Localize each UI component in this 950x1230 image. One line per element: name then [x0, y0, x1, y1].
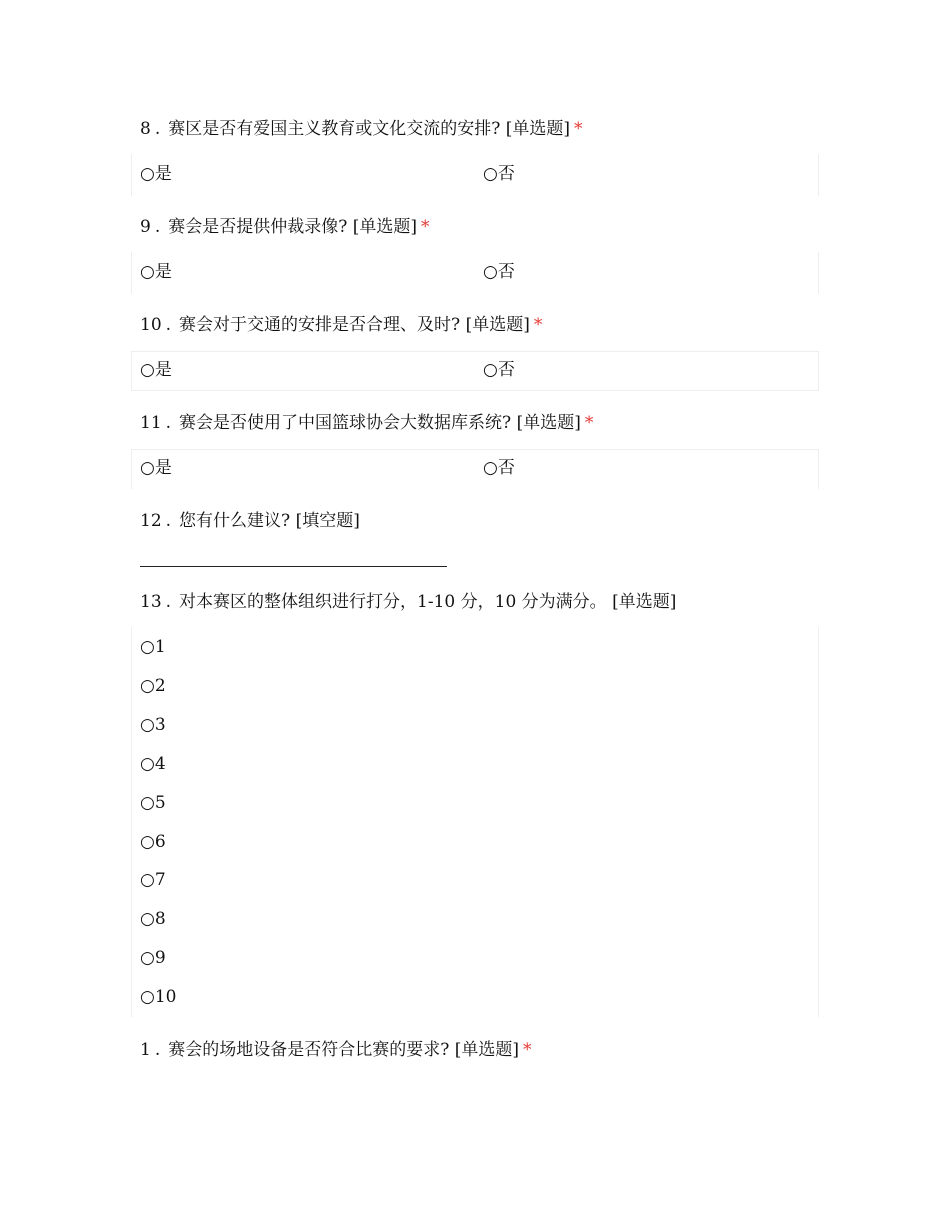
option-label: 8 — [154, 909, 166, 929]
question-text: 您有什么建议? [填空题] — [179, 511, 360, 531]
option-label: 2 — [154, 676, 166, 696]
question-8-option-no[interactable] — [483, 163, 515, 185]
question-13-title: 13 . 对本赛区的整体组织进行打分，1-10 分，10 分为满分。 [单选题] — [140, 592, 677, 612]
question-number: 12 — [140, 511, 162, 531]
option-label: 是 — [154, 458, 172, 478]
option-label: 否 — [497, 458, 515, 478]
question-text: 赛会的场地设备是否符合比赛的要求? [单选题] — [168, 1040, 520, 1060]
option-label: 否 — [497, 360, 515, 380]
question-text: 赛会对于交通的安排是否合理、及时? [单选题] — [179, 315, 530, 335]
option-label: 7 — [154, 870, 166, 890]
question-9-title: 9 . 赛会是否提供仲裁录像? [单选题] * — [140, 217, 430, 237]
question-11-option-no[interactable] — [483, 457, 515, 479]
radio-icon[interactable]: ○ — [140, 832, 155, 852]
radio-icon[interactable]: ○ — [140, 360, 155, 380]
radio-icon[interactable]: ○ — [140, 164, 155, 184]
radio-icon[interactable]: ○ — [140, 793, 155, 813]
option-label: 5 — [154, 793, 166, 813]
question-9-options — [131, 252, 819, 294]
option-label: 4 — [154, 754, 166, 774]
radio-icon[interactable]: ○ — [140, 715, 155, 735]
question-13-option-2[interactable] — [140, 675, 166, 697]
question-10-option-yes[interactable] — [140, 359, 172, 381]
question-8-options — [131, 154, 819, 196]
radio-icon[interactable]: ○ — [140, 676, 155, 696]
required-mark: * — [523, 1040, 532, 1060]
question-text: 赛会是否提供仲裁录像? [单选题] — [168, 217, 418, 237]
option-label: 是 — [154, 164, 172, 184]
option-label: 是 — [154, 262, 172, 282]
radio-icon[interactable]: ○ — [140, 754, 155, 774]
option-label: 10 — [154, 987, 177, 1007]
question-1-title: 1 . 赛会的场地设备是否符合比赛的要求? [单选题] * — [140, 1040, 532, 1060]
question-13-option-8[interactable] — [140, 908, 166, 930]
question-8-option-yes[interactable] — [140, 163, 172, 185]
option-label: 9 — [154, 948, 166, 968]
question-13-option-1[interactable] — [140, 636, 166, 658]
radio-icon[interactable]: ○ — [140, 909, 155, 929]
required-mark: * — [533, 315, 543, 335]
option-label: 3 — [154, 715, 166, 735]
option-label: 6 — [154, 832, 166, 852]
required-mark: * — [584, 413, 594, 433]
radio-icon[interactable]: ○ — [483, 360, 498, 380]
option-label: 1 — [154, 637, 166, 657]
radio-icon[interactable]: ○ — [140, 948, 155, 968]
question-text: 对本赛区的整体组织进行打分，1-10 分，10 分为满分。 [单选题] — [179, 592, 677, 612]
question-number: 8 — [140, 119, 151, 139]
radio-icon[interactable]: ○ — [140, 987, 155, 1007]
question-13-options — [131, 627, 819, 1017]
radio-icon[interactable]: ○ — [140, 870, 155, 890]
question-10-title: 10 . 赛会对于交通的安排是否合理、及时? [单选题] * — [140, 315, 543, 335]
question-13-option-7[interactable] — [140, 869, 166, 891]
question-10-option-no[interactable] — [483, 359, 515, 381]
radio-icon[interactable]: ○ — [140, 458, 155, 478]
answer-blank-line[interactable] — [140, 566, 447, 567]
required-mark: * — [574, 119, 583, 139]
radio-icon[interactable]: ○ — [483, 458, 498, 478]
radio-icon[interactable]: ○ — [483, 164, 498, 184]
radio-icon[interactable]: ○ — [140, 262, 155, 282]
question-10-options — [131, 351, 819, 391]
option-label: 是 — [154, 360, 172, 380]
question-number: 11 — [140, 413, 162, 433]
option-label: 否 — [497, 164, 515, 184]
question-text: 赛区是否有爱国主义教育或文化交流的安排? [单选题] — [168, 119, 571, 139]
question-13-option-3[interactable] — [140, 714, 166, 736]
question-9-option-no[interactable] — [483, 261, 515, 283]
question-text: 赛会是否使用了中国篮球协会大数据库系统? [单选题] — [179, 413, 581, 433]
question-number: 10 — [140, 315, 162, 335]
required-mark: * — [421, 217, 430, 237]
question-11-title: 11 . 赛会是否使用了中国篮球协会大数据库系统? [单选题] * — [140, 413, 594, 433]
question-13-option-5[interactable] — [140, 792, 166, 814]
question-8-title: 8 . 赛区是否有爱国主义教育或文化交流的安排? [单选题] * — [140, 119, 583, 139]
option-label: 否 — [497, 262, 515, 282]
question-13-option-9[interactable] — [140, 947, 166, 969]
question-11-option-yes[interactable] — [140, 457, 172, 479]
radio-icon[interactable]: ○ — [483, 262, 498, 282]
question-9-option-yes[interactable] — [140, 261, 172, 283]
question-13-option-10[interactable] — [140, 986, 176, 1008]
radio-icon[interactable]: ○ — [140, 637, 155, 657]
question-13-option-6[interactable] — [140, 831, 166, 853]
question-11-options — [131, 449, 819, 489]
question-number: 1 — [140, 1040, 151, 1060]
question-number: 9 — [140, 217, 151, 237]
question-12-title: 12 . 您有什么建议? [填空题] — [140, 511, 360, 531]
question-13-option-4[interactable] — [140, 753, 166, 775]
question-number: 13 — [140, 592, 162, 612]
